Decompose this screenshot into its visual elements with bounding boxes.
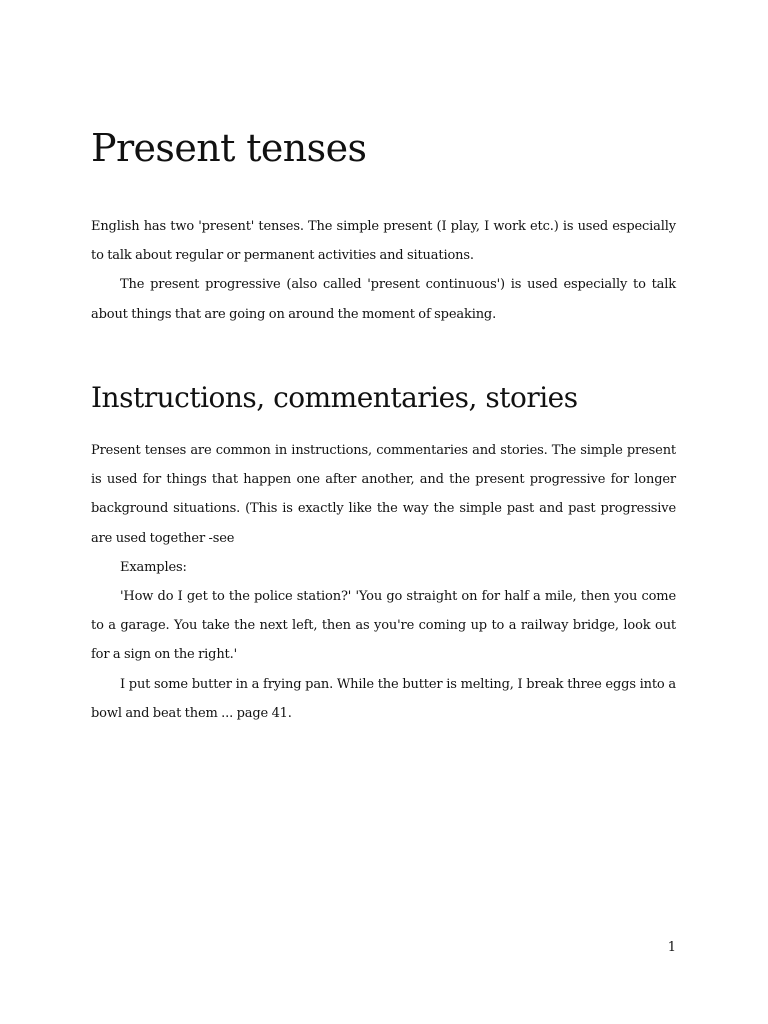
paragraph: The present progressive (also called 'present continuous') is used especially to talk about things that are going on around the moment of speaking.	[91, 277, 676, 322]
example-paragraph: 'How do I get to the police station?' 'You go straight on for half a mile, then you come to a garage. You take the next left, then as you're coming up to a railway bridge, look out for a sign on the right.'	[91, 589, 676, 663]
section-instructions	[91, 436, 676, 728]
section-present-tenses	[91, 212, 676, 329]
page-title: Present tenses	[91, 126, 367, 170]
section-heading: Instructions, commentaries, stories	[91, 381, 578, 414]
examples-label: Examples:	[120, 559, 187, 575]
page-number: 1	[667, 940, 676, 955]
paragraph: Present tenses are common in instructions, commentaries and stories. The simple present is used for things that happen one after another, and the present progressive for longer background situations. (This is exactly like the way the simple past and past progressive are used together -see	[91, 443, 676, 546]
paragraph: English has two 'present' tenses. The simple present (I play, I work etc.) is used especially to talk about regular or permanent activities and situations.	[91, 219, 676, 264]
example-paragraph: I put some butter in a frying pan. While the butter is melting, I break three eggs into a bowl and beat them ... page 41.	[91, 676, 676, 721]
